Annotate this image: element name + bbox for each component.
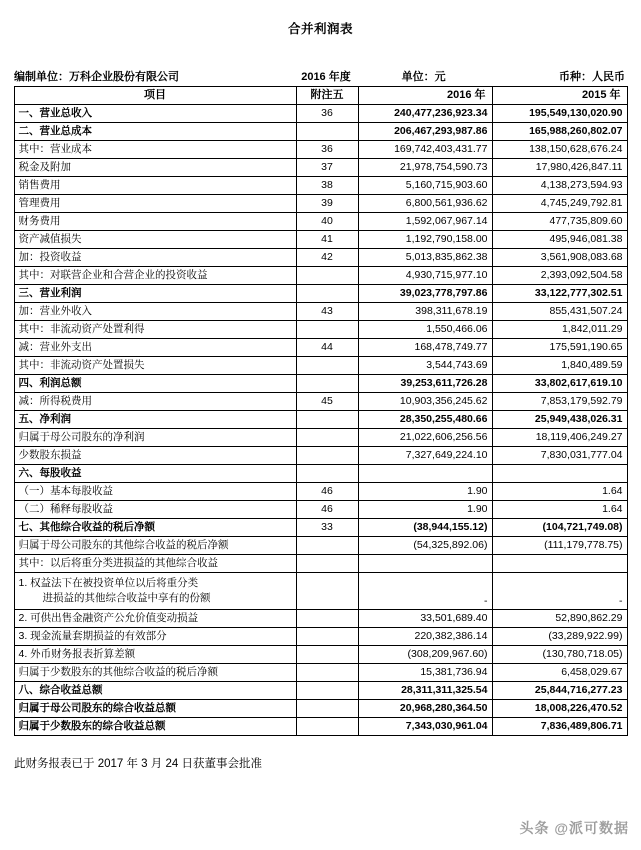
row-value-prior-year: 1.64 [492,483,627,501]
row-value-prior-year: 855,431,507.24 [492,303,627,321]
row-note-ref [296,357,358,375]
row-label: 归属于母公司股东的净利润 [14,429,296,447]
row-note-ref [296,537,358,555]
row-note-ref: 36 [296,141,358,159]
row-note-ref [296,375,358,393]
row-note-ref [296,447,358,465]
header-year-current: 2016 年 [358,87,492,105]
header-item: 项目 [14,87,296,105]
income-statement-table [14,86,628,736]
table-row [14,213,627,231]
row-label: 一、营业总收入 [14,105,296,123]
row-label: 减：所得税费用 [14,393,296,411]
row-note-ref [296,718,358,736]
table-row [14,447,627,465]
row-note-ref [296,267,358,285]
row-note-ref [296,628,358,646]
row-label: 四、利润总额 [14,375,296,393]
row-value-prior-year: 175,591,190.65 [492,339,627,357]
row-value-prior-year: 495,946,081.38 [492,231,627,249]
row-note-ref [296,123,358,141]
row-value-current-year: 1,592,067,967.14 [358,213,492,231]
row-value-current-year: 1,192,790,158.00 [358,231,492,249]
row-label: （二）稀释每股收益 [14,501,296,519]
table-row [14,393,627,411]
table-row [14,249,627,267]
row-note-ref: 33 [296,519,358,537]
table-row [14,555,627,573]
row-value-prior-year: 7,830,031,777.04 [492,447,627,465]
row-value-current-year: 398,311,678.19 [358,303,492,321]
row-value-current-year: 21,022,606,256.56 [358,429,492,447]
row-label: 三、营业利润 [14,285,296,303]
row-value-current-year: 168,478,749.77 [358,339,492,357]
row-label: 少数股东损益 [14,447,296,465]
row-label: 管理费用 [14,195,296,213]
row-label: 其中：对联营企业和合营企业的投资收益 [14,267,296,285]
row-value-prior-year: 18,008,226,470.52 [492,700,627,718]
table-row [14,537,627,555]
row-value-prior-year: 165,988,260,802.07 [492,123,627,141]
row-value-current-year: 28,311,311,325.54 [358,682,492,700]
row-value-current-year: 33,501,689.40 [358,610,492,628]
table-row [14,141,627,159]
row-note-ref [296,465,358,483]
row-note-ref [296,646,358,664]
row-note-ref: 43 [296,303,358,321]
table-row [14,483,627,501]
table-row [14,519,627,537]
row-label: 减：营业外支出 [14,339,296,357]
row-value-current-year: 5,013,835,862.38 [358,249,492,267]
row-note-ref: 39 [296,195,358,213]
row-note-ref: 40 [296,213,358,231]
income-statement-page [0,19,641,850]
table-row [14,285,627,303]
table-row [14,177,627,195]
row-note-ref [296,573,358,610]
table-row [14,573,627,610]
row-label: 加：营业外收入 [14,303,296,321]
reporting-period-label: 2016 年度 [301,71,351,83]
row-note-ref [296,664,358,682]
table-row [14,105,627,123]
row-label: 二、营业总成本 [14,123,296,141]
row-value-prior-year: 4,745,249,792.81 [492,195,627,213]
row-value-current-year: 39,253,611,726.28 [358,375,492,393]
table-row [14,465,627,483]
row-value-prior-year: 2,393,092,504.58 [492,267,627,285]
approval-footnote: 此财务报表已于 2017 年 3 月 24 日获董事会批准 [14,758,262,770]
row-value-prior-year: 52,890,862.29 [492,610,627,628]
row-value-current-year: 39,023,778,797.86 [358,285,492,303]
row-value-current-year: 4,930,715,977.10 [358,267,492,285]
row-value-prior-year: 6,458,029.67 [492,664,627,682]
table-row [14,123,627,141]
header-year-prior: 2015 年 [492,87,627,105]
currency-label: 币种：人民币 [559,71,625,83]
row-value-current-year: (38,944,155.12) [358,519,492,537]
row-value-current-year: (54,325,892.06) [358,537,492,555]
row-note-ref: 36 [296,105,358,123]
unit-label: 单位：元 [401,71,446,83]
row-value-prior-year: 1,842,011.29 [492,321,627,339]
row-label: 其中：营业成本 [14,141,296,159]
row-label: 销售费用 [14,177,296,195]
row-value-prior-year: 17,980,426,847.11 [492,159,627,177]
row-note-ref [296,285,358,303]
row-note-ref [296,411,358,429]
row-value-prior-year: (33,289,922.99) [492,628,627,646]
row-value-prior-year: (111,179,778.75) [492,537,627,555]
header-note: 附注五 [296,87,358,105]
row-value-current-year: 1.90 [358,483,492,501]
row-value-current-year: 1.90 [358,501,492,519]
page-title: 合并利润表 [287,22,353,36]
table-row [14,700,627,718]
table-row [14,682,627,700]
table-row [14,628,627,646]
row-value-prior-year: 1.64 [492,501,627,519]
row-value-current-year: 20,968,280,364.50 [358,700,492,718]
table-row [14,429,627,447]
row-label: 税金及附加 [14,159,296,177]
row-note-ref: 42 [296,249,358,267]
row-value-current-year: 206,467,293,987.86 [358,123,492,141]
row-value-prior-year: 477,735,809.60 [492,213,627,231]
row-value-current-year: 1,550,466.06 [358,321,492,339]
row-value-current-year: - [358,573,492,610]
row-note-ref: 38 [296,177,358,195]
statement-meta-row [14,68,627,86]
row-value-current-year: 15,381,736.94 [358,664,492,682]
row-value-prior-year: 1,840,489.59 [492,357,627,375]
row-value-prior-year: 25,844,716,277.23 [492,682,627,700]
row-label: 2. 可供出售金融资产公允价值变动损益 [14,610,296,628]
row-note-ref [296,321,358,339]
row-label: 4. 外币财务报表折算差额 [14,646,296,664]
row-note-ref: 41 [296,231,358,249]
row-value-prior-year: 138,150,628,676.24 [492,141,627,159]
table-row [14,718,627,736]
row-value-current-year: 21,978,754,590.73 [358,159,492,177]
row-label: 资产减值损失 [14,231,296,249]
table-row [14,664,627,682]
row-label: 归属于母公司股东的其他综合收益的税后净额 [14,537,296,555]
table-row [14,231,627,249]
row-note-ref [296,700,358,718]
row-value-prior-year: 3,561,908,083.68 [492,249,627,267]
row-value-prior-year [492,555,627,573]
row-value-current-year: 28,350,255,480.66 [358,411,492,429]
row-label: 六、每股收益 [14,465,296,483]
row-value-prior-year: 18,119,406,249.27 [492,429,627,447]
row-note-ref: 46 [296,501,358,519]
row-value-prior-year: 195,549,130,020.90 [492,105,627,123]
row-value-prior-year [492,465,627,483]
row-label: 八、综合收益总额 [14,682,296,700]
row-label: 1. 权益法下在被投资单位以后将重分类 进损益的其他综合收益中享有的份额 [14,573,296,610]
row-label: 3. 现金流量套期损益的有效部分 [14,628,296,646]
row-value-prior-year: (130,780,718.05) [492,646,627,664]
table-row [14,610,627,628]
table-row [14,411,627,429]
row-note-ref: 37 [296,159,358,177]
row-note-ref: 44 [296,339,358,357]
row-label: 归属于少数股东的其他综合收益的税后净额 [14,664,296,682]
row-value-current-year [358,555,492,573]
preparer-company-label: 编制单位：万科企业股份有限公司 [14,71,179,83]
row-value-current-year: 169,742,403,431.77 [358,141,492,159]
row-value-prior-year: 4,138,273,594.93 [492,177,627,195]
row-value-current-year: 6,800,561,936.62 [358,195,492,213]
row-value-prior-year: (104,721,749.08) [492,519,627,537]
row-label: 其中：非流动资产处置利得 [14,321,296,339]
row-label: 其中：非流动资产处置损失 [14,357,296,375]
row-value-prior-year: 7,836,489,806.71 [492,718,627,736]
row-value-prior-year: 33,122,777,302.51 [492,285,627,303]
row-label-line2: 进损益的其他综合收益中享有的份额 [42,592,211,604]
table-row [14,339,627,357]
row-note-ref: 46 [296,483,358,501]
row-label: （一）基本每股收益 [14,483,296,501]
table-header-row [14,87,627,105]
row-value-prior-year: - [492,573,627,610]
row-note-ref [296,682,358,700]
row-label: 七、其他综合收益的税后净额 [14,519,296,537]
row-label: 归属于母公司股东的综合收益总额 [14,700,296,718]
table-row [14,303,627,321]
row-value-current-year: 7,327,649,224.10 [358,447,492,465]
row-value-current-year [358,465,492,483]
table-row [14,159,627,177]
row-value-current-year: 7,343,030,961.04 [358,718,492,736]
row-value-current-year: 3,544,743.69 [358,357,492,375]
table-row [14,195,627,213]
table-row [14,267,627,285]
table-row [14,501,627,519]
row-note-ref [296,555,358,573]
row-label: 五、净利润 [14,411,296,429]
row-value-prior-year: 25,949,438,026.31 [492,411,627,429]
row-value-current-year: 5,160,715,903.60 [358,177,492,195]
row-note-ref [296,429,358,447]
row-value-prior-year: 33,802,617,619.10 [492,375,627,393]
row-value-current-year: 220,382,386.14 [358,628,492,646]
table-row [14,375,627,393]
row-value-current-year: 10,903,356,245.62 [358,393,492,411]
table-row [14,321,627,339]
row-value-current-year: 240,477,236,923.34 [358,105,492,123]
row-label: 财务费用 [14,213,296,231]
row-value-current-year: (308,209,967.60) [358,646,492,664]
row-label: 其中：以后将重分类进损益的其他综合收益 [14,555,296,573]
table-row [14,646,627,664]
row-note-ref [296,610,358,628]
row-note-ref: 45 [296,393,358,411]
row-value-prior-year: 7,853,179,592.79 [492,393,627,411]
row-label: 加：投资收益 [14,249,296,267]
source-watermark: 头条 @派可数据 [519,820,629,836]
table-row [14,357,627,375]
row-label: 归属于少数股东的综合收益总额 [14,718,296,736]
